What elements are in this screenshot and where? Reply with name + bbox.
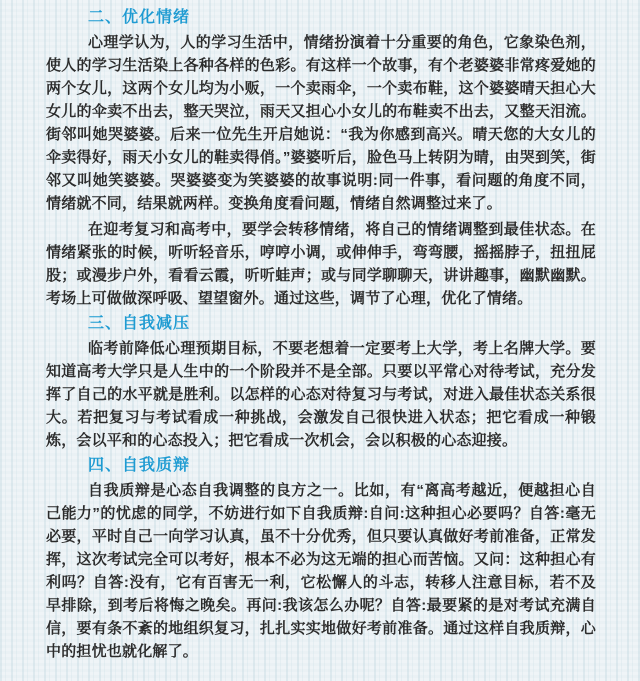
section-heading-self-decompression: 三、自我减压 [88,315,191,332]
paragraph-emotion-transfer-tips: 在迎考复习和高考中，要学会转移情绪，将自己的情绪调整到最佳状态。在情绪紧张的时候，听听轻音乐，哼哼小调，或伸伸手，弯弯腰，摇摇脖子，扭扭屁股；或漫步户外，看看云霞，听听蛙声；或与同学聊聊天，讲讲趣事，幽默幽默。考场上可做做深呼吸、望望窗外。通过这些，调节了心理，优化了情绪。 [46,221,596,307]
paragraph-emotion-story: 心理学认为，人的学习生活中，情绪扮演着十分重要的角色，它象染色剂，使人的学习生活染上各种各样的色彩。有这样一个故事，有个老婆婆非常疼爱她的两个女儿，这两个女儿均为小贩，一个卖雨伞，一个卖布鞋，这个婆婆晴天担心大女儿的伞卖不出去，整天哭泣，雨天又担心小女儿的布鞋卖不出去，又整天泪流。街邻叫她哭婆婆。后来一位先生开启她说：“我为你感到高兴。晴天您的大女儿的伞卖得好，雨天小女儿的鞋卖得俏。”婆婆听后，脸色马上转阴为晴，由哭到笑，街邻又叫她笑婆婆。哭婆婆变为笑婆婆的故事说明:同一件事，看问题的角度不同，情绪就不同，结果就两样。变换角度看问题，情绪自然调整过来了。 [46,34,596,212]
paragraph-self-debate-example: 自我质辩是心态自我调整的良方之一。比如，有“离高考越近，便越担心自己能力”的忧虑的同学，不妨进行如下自我质辩:自问:这种担心必要吗？自答:毫无必要，平时自己一向学习认真，虽不十分优秀，但只要认真做好考前准备，正常发挥，这次考试完全可以考好，根本不必为这无端的担心而苦恼。又问：这种担心有利吗？自答:没有，它有百害无一利，它松懈人的斗志，转移人注意目标，若不及早排除，到考后将悔之晚矣。再问:我该怎么办呢？自答:最要紧的是对考试充满自信，要有条不紊的地组织复习，扎扎实实地做好考前准备。通过这样自我质辩，心中的担忧也就化解了。 [46,482,596,660]
paragraph-lower-expectations: 临考前降低心理预期目标，不要老想着一定要考上大学，考上名牌大学。要知道高考大学只是人生中的一个阶段并不是全部。只要以平常心对待考试，充分发挥了自己的水平就是胜利。以怎样的心态对待复习与考试，对进入最佳状态关系很大。若把复习与考试看成一种挑战，会激发自己很快进入状态；把它看成一种锻炼，会以平和的心态投入；把它看成一次机会，会以积极的心态迎接。 [46,340,596,449]
section-heading-self-debate: 四、自我质辩 [88,457,191,474]
section-heading-optimize-emotions: 二、优化情绪 [88,9,191,26]
